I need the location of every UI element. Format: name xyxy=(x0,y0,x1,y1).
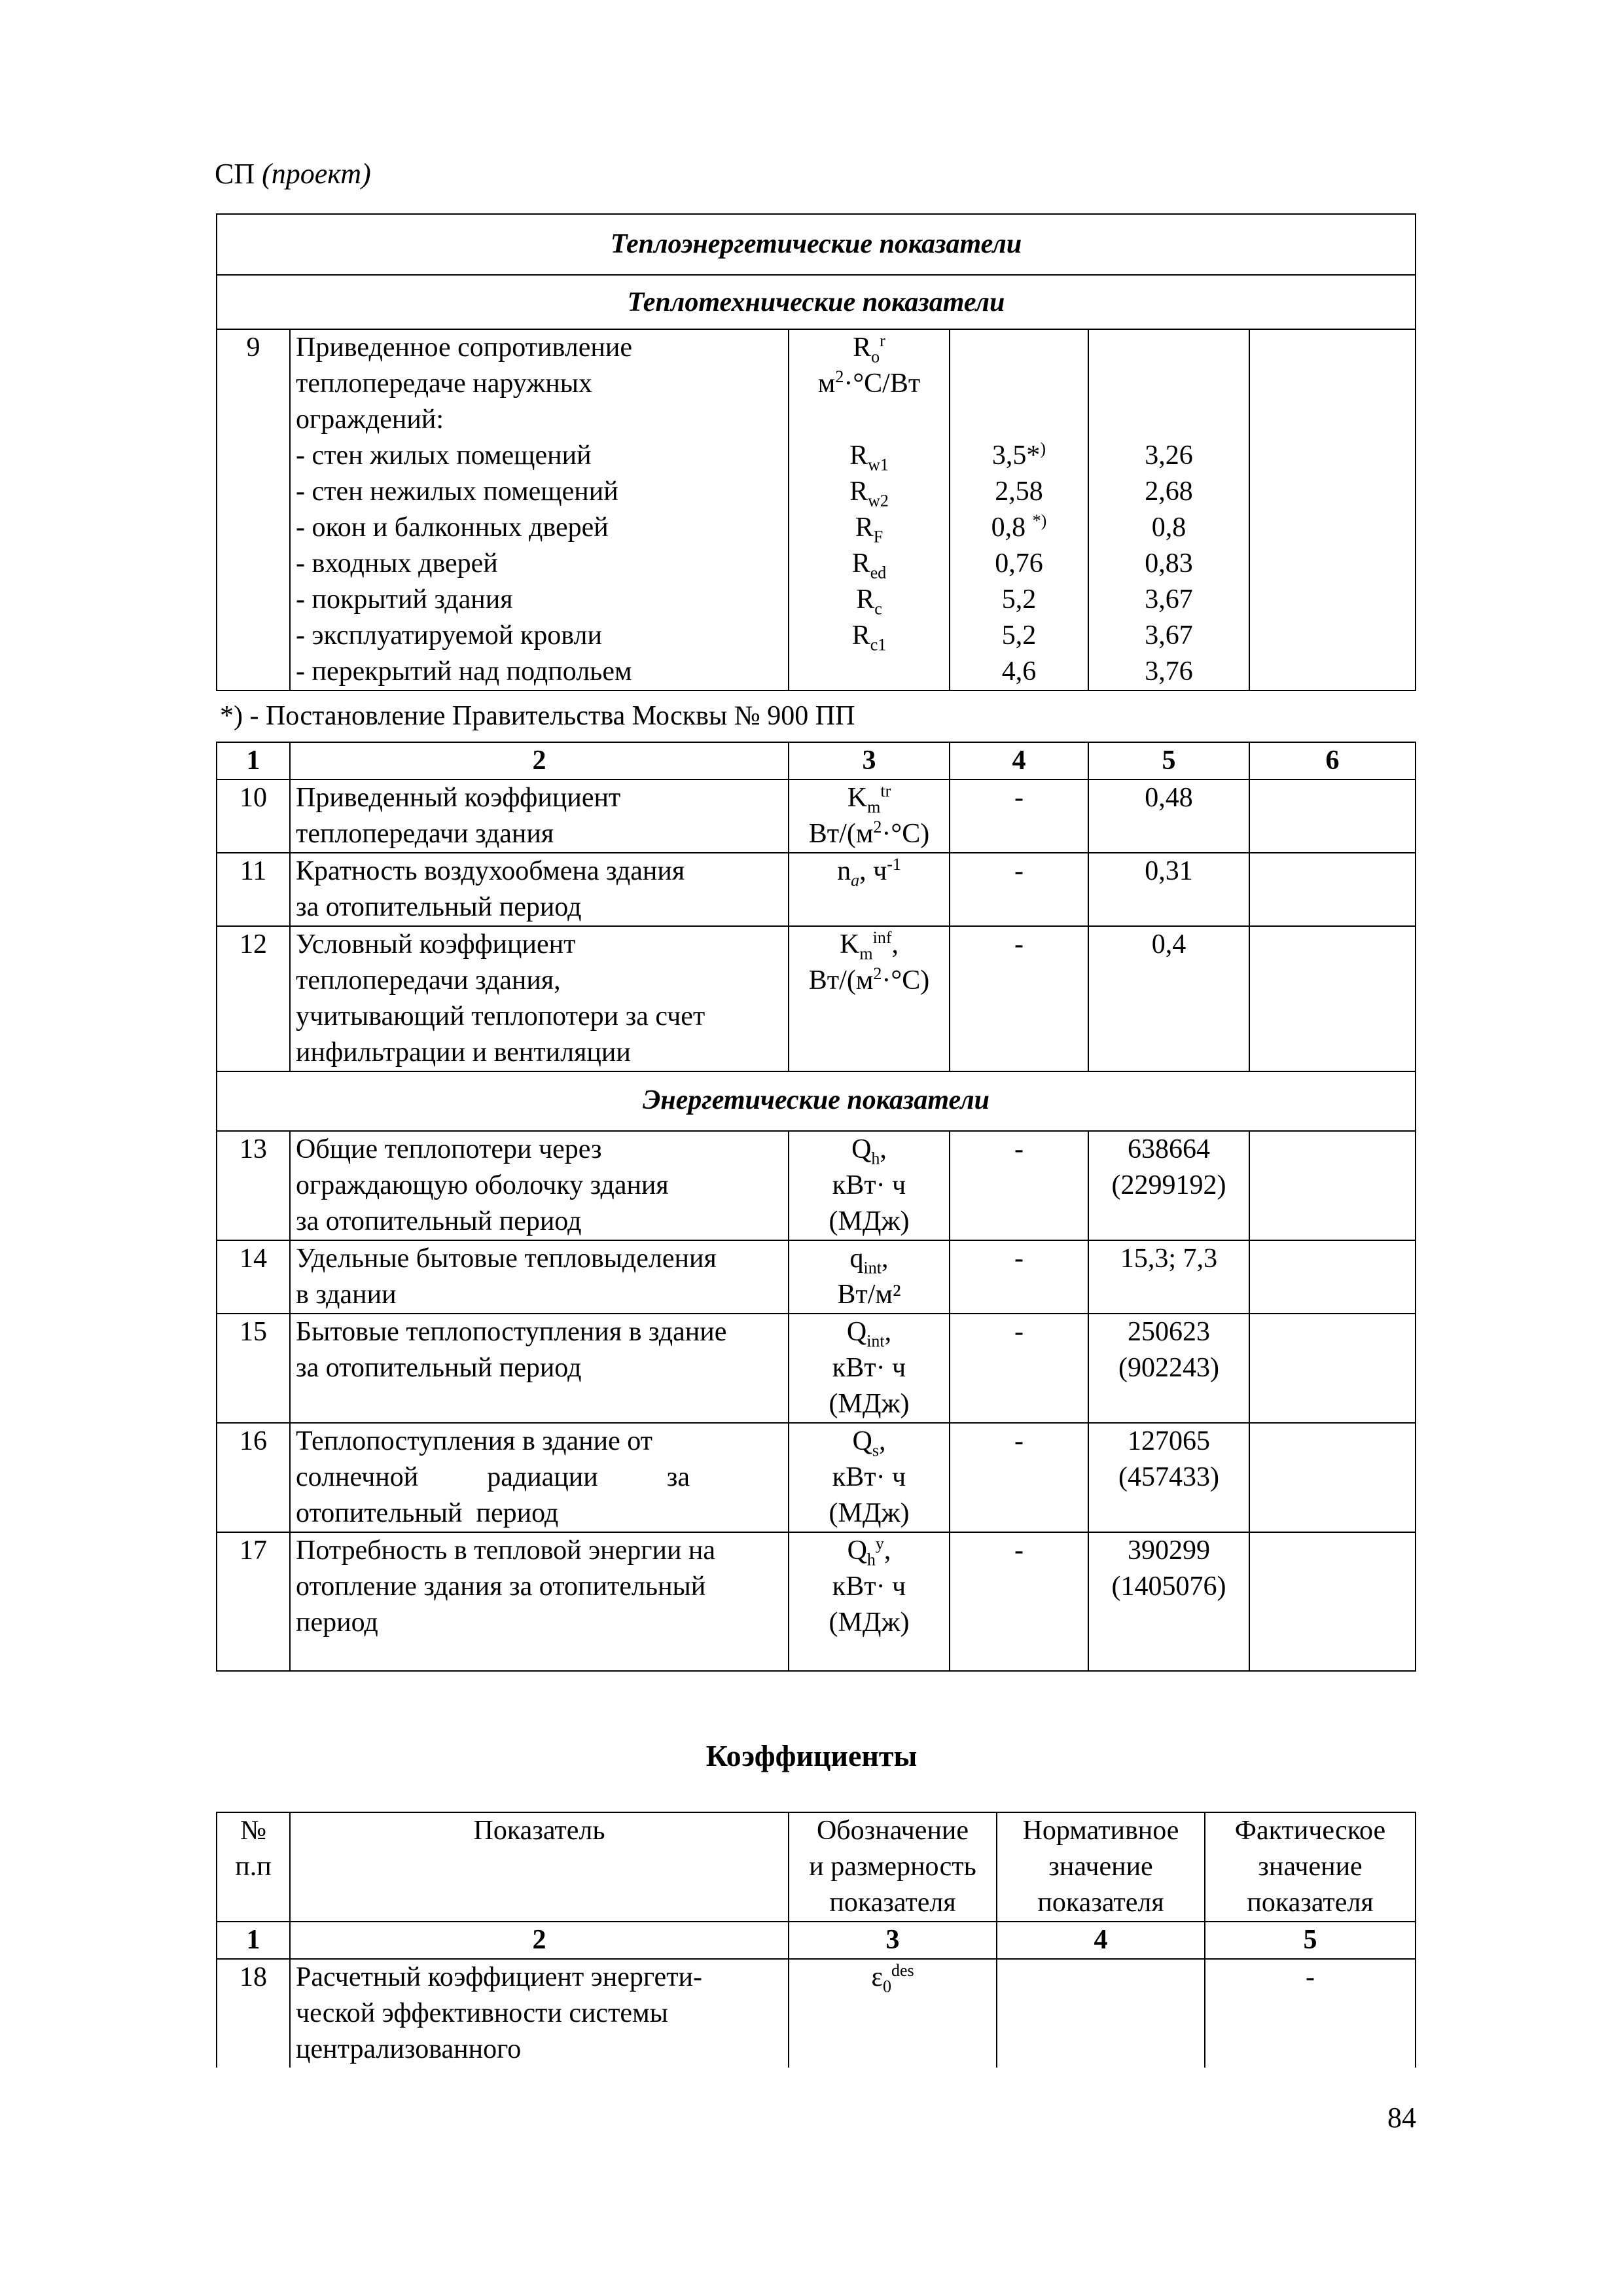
doc-status: (проект) xyxy=(262,158,371,190)
row-actual: 3,26 2,68 0,8 0,83 3,67 3,67 3,76 xyxy=(1088,329,1249,691)
table-row: 15 Бытовые теплопоступления в здание за отопительный период $Q_{int}$, кВт· ч (МДж) - 250623 (902243) xyxy=(217,1314,1416,1423)
row-normative: 3,5*) 2,58 0,8 *) 0,76 5,2 5,2 4,6 xyxy=(950,329,1088,691)
page-header xyxy=(215,157,371,190)
doc-code: СП xyxy=(215,158,255,190)
footnote: *) - Постановление Правительства Москвы № 900 ПП xyxy=(220,701,855,731)
table-row: 14 Удельные бытовые тепловыделения в здании $q_{int}$, Вт/м² - 15,3; 7,3 xyxy=(217,1240,1416,1314)
table-row: 12 Условный коэффициент теплопередачи здания, учитывающий теплопотери за счет инфильтрации и вентиляции $K_m^{inf}$, $Вт/(м^2\cdot^\circ C)$ - 0,4 xyxy=(217,926,1416,1071)
energy-section-title: Энергетические показатели xyxy=(217,1071,1416,1131)
thermal-indicators-table xyxy=(216,213,1416,691)
header-row: № п.п Показатель Обозначение и размерность показателя Нормативное значение показателя Фактическое значение показателя xyxy=(217,1812,1416,1922)
column-number-row: 1 2 3 4 5 xyxy=(217,1922,1416,1959)
row-number: 9 xyxy=(217,329,290,691)
table-row xyxy=(217,329,1416,691)
table-row: 17 Потребность в тепловой энергии на отопление здания за отопительный период $Q_h^y$, кВт· ч (МДж) - 390299 (1405076) xyxy=(217,1532,1416,1671)
table-row: 11 Кратность воздухообмена здания за отопительный период $n_a$, $ч^{-1}$ - 0,31 xyxy=(217,853,1416,926)
section-title: Теплоэнергетические показатели xyxy=(217,214,1416,275)
row-description: Приведенное сопротивление теплопередаче наружных ограждений: - стен жилых помещений - стен нежилых помещений - окон и балконных дверей - входных дверей - покрытий здания - эксплуатируемой кровли - перекрытий над подпольем xyxy=(290,329,789,691)
coefficients-table xyxy=(216,1812,1416,2068)
page-number: 84 xyxy=(1387,2102,1416,2134)
row-extra xyxy=(1249,329,1416,691)
column-number-row: 1 2 3 4 5 6 xyxy=(217,742,1416,780)
row-symbol: $R_o^r$ $м^2\cdot^\circ C/Вт$ $R_{w1}$ $R_{w2}$ $R_F$ $R_{ed}$ $R_c$ $R_{c1}$ xyxy=(789,329,950,691)
energy-indicators-table xyxy=(216,742,1416,1672)
table-row: 18 Расчетный коэффициент энергети- ческой эффективности системы централизованного $\varepsilon_0^{des}$ - xyxy=(217,1959,1416,2068)
table-row: 16 Теплопоступления в здание от солнечной радиации за отопительный период $Q_s$, кВт· ч (МДж) - 127065 (457433) xyxy=(217,1423,1416,1532)
subsection-title: Теплотехнические показатели xyxy=(217,275,1416,329)
table-row: 10 Приведенный коэффициент теплопередачи здания $K_m^{tr}$ $Вт/(м^2\cdot^\circ C)$ - 0,48 xyxy=(217,780,1416,853)
section-heading: Коэффициенты xyxy=(705,1739,918,1772)
table-row: 13 Общие теплопотери через ограждающую оболочку здания за отопительный период $Q_h$, кВт· ч (МДж) - 638664 (2299192) xyxy=(217,1131,1416,1240)
